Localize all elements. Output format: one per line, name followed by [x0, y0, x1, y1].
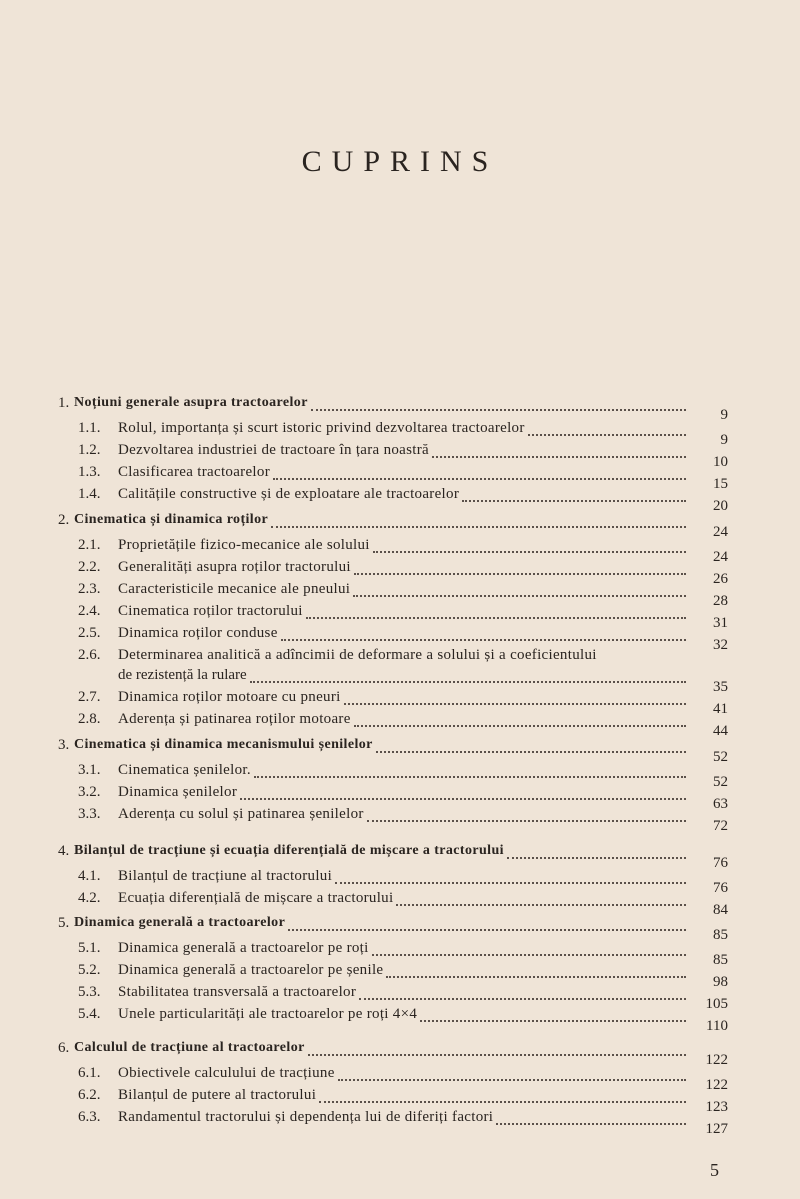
section-number: 5.4. — [78, 1006, 101, 1022]
section-number: 4.2. — [78, 890, 101, 906]
dot-leader — [367, 820, 686, 822]
chapter-number: 2. — [58, 512, 70, 528]
section-number: 2.8. — [78, 711, 101, 727]
chapter-number: 4. — [58, 843, 70, 859]
section-number: 3.1. — [78, 762, 101, 778]
section-entry[interactable] — [0, 1109, 800, 1137]
section-number: 2.5. — [78, 625, 101, 641]
dot-leader — [338, 1079, 686, 1081]
dot-leader — [507, 857, 686, 859]
dot-leader — [308, 1054, 686, 1056]
section-title: Aderența și patinarea roților motoare — [118, 711, 351, 727]
dot-leader — [281, 639, 686, 641]
section-number: 2.1. — [78, 537, 101, 553]
dot-leader — [386, 976, 686, 978]
section-entry[interactable] — [0, 603, 800, 631]
section-title: Obiectivele calculului de tracțiune — [118, 1065, 335, 1081]
section-number: 6.3. — [78, 1109, 101, 1125]
section-page: 123 — [705, 1099, 728, 1115]
section-entry[interactable] — [0, 537, 800, 565]
dot-leader — [335, 882, 686, 884]
section-page: 44 — [713, 723, 728, 739]
section-title: Dinamica roților conduse — [118, 625, 278, 641]
chapter-number: 5. — [58, 915, 70, 931]
chapter-number: 6. — [58, 1040, 70, 1056]
section-title: Bilanțul de tracțiune al tractorului — [118, 868, 333, 884]
section-entry[interactable] — [0, 625, 800, 653]
dot-leader — [496, 1123, 686, 1125]
chapter-title: Bilanțul de tracțiune și ecuația diferențială de mișcare a tractorului — [74, 843, 504, 858]
dot-leader — [271, 526, 686, 528]
dot-leader — [359, 998, 686, 1000]
chapter-page: 52 — [713, 749, 728, 765]
section-page: 32 — [713, 637, 728, 653]
section-title: Ecuația diferențială de mișcare a tractorului — [118, 890, 394, 906]
dot-leader — [353, 595, 686, 597]
section-title: Dinamica generală a tractoarelor pe roți — [118, 940, 369, 956]
section-title: Generalități asupra roților tractorului — [118, 559, 351, 575]
section-entry[interactable] — [0, 559, 800, 587]
section-number: 1.2. — [78, 442, 101, 458]
section-page: 122 — [705, 1077, 728, 1093]
section-title: Dezvoltarea industriei de tractoare în țara noastră — [118, 442, 429, 458]
section-number: 1.4. — [78, 486, 101, 502]
chapter-entry[interactable] — [0, 1040, 800, 1068]
section-title: Dinamica roților motoare cu pneuri — [118, 689, 341, 705]
section-title: Randamentul tractorului și dependența lui de diferiți factori — [118, 1109, 494, 1125]
section-page: 84 — [713, 902, 728, 918]
chapter-entry[interactable] — [0, 915, 800, 943]
chapter-page: 85 — [713, 927, 728, 943]
section-page: 127 — [705, 1121, 728, 1137]
section-number: 4.1. — [78, 868, 101, 884]
dot-leader — [420, 1020, 686, 1022]
section-entry[interactable] — [0, 1087, 800, 1115]
section-page: 26 — [713, 571, 728, 587]
section-entry[interactable] — [0, 420, 800, 448]
chapter-title: Cinematica și dinamica roților — [74, 512, 269, 527]
section-page: 72 — [713, 818, 728, 834]
dot-leader — [240, 798, 686, 800]
section-title: Calitățile constructive și de exploatare ale tractoarelor — [118, 486, 460, 502]
dot-leader — [273, 478, 686, 480]
dot-leader — [288, 929, 686, 931]
section-number: 2.4. — [78, 603, 101, 619]
section-entry[interactable] — [0, 940, 800, 968]
section-title: Caracteristicile mecanice ale pneului — [118, 581, 351, 597]
section-title: Proprietățile fizico-mecanice ale solului — [118, 537, 370, 553]
section-number: 5.1. — [78, 940, 101, 956]
dot-leader — [376, 751, 686, 753]
section-entry[interactable] — [0, 486, 800, 514]
section-number: 2.2. — [78, 559, 101, 575]
section-title-continued: de rezistență la rulare — [118, 667, 247, 683]
dot-leader — [306, 617, 686, 619]
section-number: 2.3. — [78, 581, 101, 597]
chapter-entry[interactable] — [0, 512, 800, 540]
section-entry[interactable] — [0, 442, 800, 470]
dot-leader — [396, 904, 686, 906]
section-entry[interactable] — [0, 647, 800, 695]
section-title: Aderența cu solul și patinarea șenilelor — [118, 806, 364, 822]
dot-leader — [344, 703, 686, 705]
chapter-page: 76 — [713, 855, 728, 871]
page-number: 5 — [710, 1160, 719, 1180]
dot-leader — [354, 573, 686, 575]
section-number: 6.2. — [78, 1087, 101, 1103]
section-page: 31 — [713, 615, 728, 631]
section-page: 10 — [713, 454, 728, 470]
section-title: Rolul, importanța și scurt istoric privind dezvoltarea tractoarelor — [118, 420, 525, 436]
chapter-entry[interactable] — [0, 737, 800, 765]
section-page: 98 — [713, 974, 728, 990]
section-entry[interactable] — [0, 1065, 800, 1093]
section-page: 63 — [713, 796, 728, 812]
section-entry[interactable] — [0, 689, 800, 717]
section-page: 20 — [713, 498, 728, 514]
section-number: 2.7. — [78, 689, 101, 705]
chapter-title: Calculul de tracțiune al tractoarelor — [74, 1040, 305, 1055]
section-entry[interactable] — [0, 784, 800, 812]
section-number: 6.1. — [78, 1065, 101, 1081]
dot-leader — [254, 776, 686, 778]
section-page: 15 — [713, 476, 728, 492]
chapter-page: 122 — [705, 1052, 728, 1068]
section-entry[interactable] — [0, 984, 800, 1012]
chapter-page: 24 — [713, 524, 728, 540]
section-number: 3.3. — [78, 806, 101, 822]
section-entry[interactable] — [0, 581, 800, 609]
section-title: Bilanțul de putere al tractorului — [118, 1087, 317, 1103]
chapter-page: 9 — [720, 407, 728, 423]
section-page: 41 — [713, 701, 728, 717]
chapter-number: 1. — [58, 395, 70, 411]
chapter-entry[interactable] — [0, 843, 800, 871]
section-entry[interactable] — [0, 1006, 800, 1034]
dot-leader — [311, 409, 686, 411]
section-entry[interactable] — [0, 762, 800, 790]
section-title: Determinarea analitică a adîncimii de deformare a solului și a coeficientului — [118, 647, 597, 663]
dot-leader — [528, 434, 686, 436]
dot-leader — [432, 456, 686, 458]
section-page: 24 — [713, 549, 728, 565]
section-entry[interactable] — [0, 962, 800, 990]
chapter-entry[interactable] — [0, 395, 800, 423]
dot-leader — [250, 681, 686, 683]
dot-leader — [373, 551, 686, 553]
section-entry[interactable] — [0, 711, 800, 739]
section-title: Dinamica șenilelor — [118, 784, 238, 800]
chapter-title: Cinematica și dinamica mecanismului șenilelor — [74, 737, 373, 752]
section-entry[interactable] — [0, 890, 800, 918]
section-number: 5.2. — [78, 962, 101, 978]
section-page: 35 — [713, 679, 728, 695]
section-number: 3.2. — [78, 784, 101, 800]
section-number: 1.3. — [78, 464, 101, 480]
section-number: 1.1. — [78, 420, 101, 436]
chapter-title: Noțiuni generale asupra tractoarelor — [74, 395, 308, 410]
section-entry[interactable] — [0, 868, 800, 896]
section-number: 5.3. — [78, 984, 101, 1000]
chapter-number: 3. — [58, 737, 70, 753]
dot-leader — [354, 725, 686, 727]
section-page: 105 — [705, 996, 728, 1012]
section-entry[interactable] — [0, 806, 800, 834]
section-title: Clasificarea tractoarelor — [118, 464, 270, 480]
section-page: 52 — [713, 774, 728, 790]
chapter-title: Dinamica generală a tractoarelor — [74, 915, 286, 930]
section-title: Cinematica șenilelor. — [118, 762, 251, 778]
section-title: Dinamica generală a tractoarelor pe șenile — [118, 962, 384, 978]
section-page: 76 — [713, 880, 728, 896]
dot-leader — [372, 954, 686, 956]
section-number: 2.6. — [78, 647, 101, 663]
section-title: Unele particularități ale tractoarelor pe roți 4×4 — [118, 1006, 418, 1022]
section-page: 28 — [713, 593, 728, 609]
dot-leader — [319, 1101, 686, 1103]
section-entry[interactable] — [0, 464, 800, 492]
page-title: CUPRINS — [301, 145, 499, 178]
section-page: 110 — [706, 1018, 728, 1034]
section-page: 9 — [720, 432, 728, 448]
dot-leader — [462, 500, 686, 502]
section-title: Cinematica roților tractorului — [118, 603, 303, 619]
section-title: Stabilitatea transversală a tractoarelor — [118, 984, 357, 1000]
section-page: 85 — [713, 952, 728, 968]
